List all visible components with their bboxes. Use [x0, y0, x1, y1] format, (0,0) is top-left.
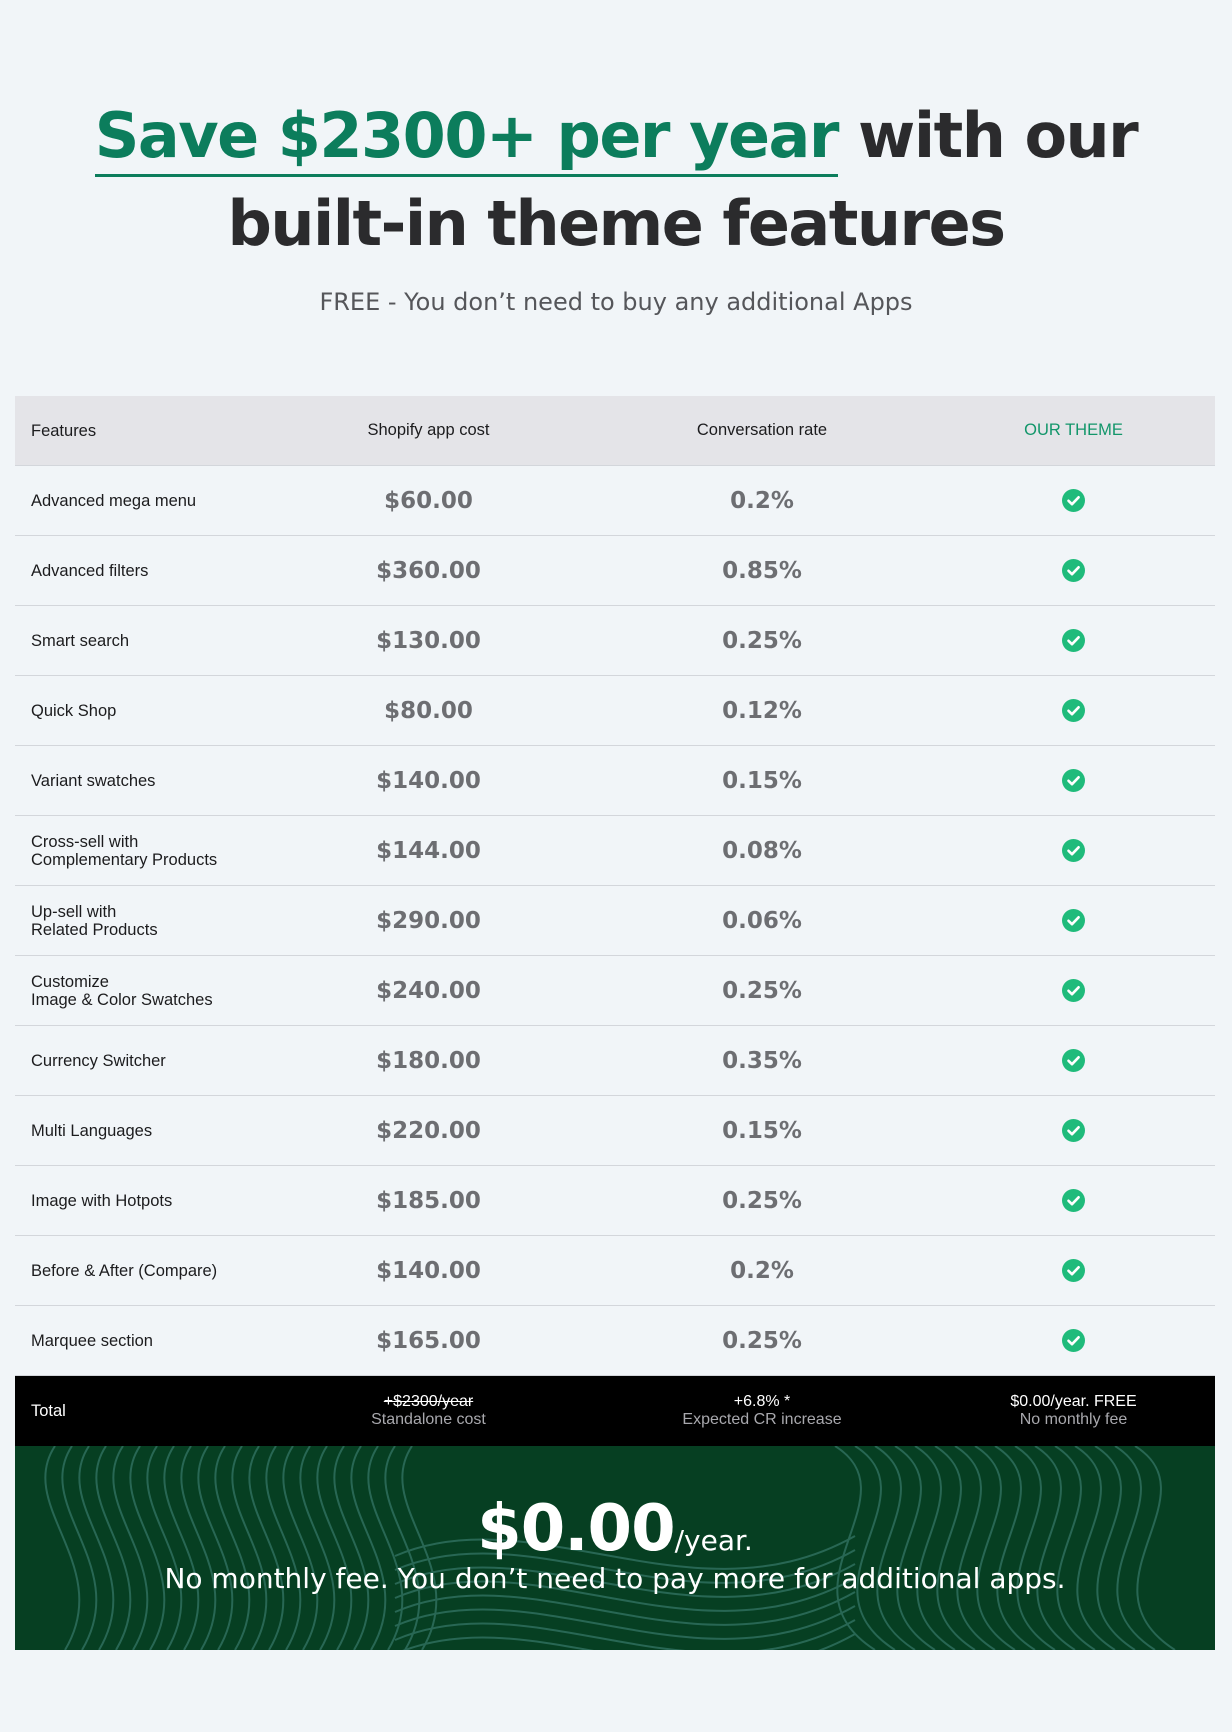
hero-section	[0, 92, 1232, 316]
conversion-rate: 0.25%	[722, 627, 802, 654]
conversion-rate: 0.35%	[722, 1047, 802, 1074]
our-theme-cell	[932, 699, 1215, 722]
banner-period: /year.	[674, 1524, 753, 1557]
feature-name: Marquee section	[31, 1331, 153, 1350]
feature-name: Cross-sell with Complementary Products	[31, 832, 218, 869]
our-theme-cell	[932, 1049, 1215, 1072]
header-our-theme-label: OUR THEME	[1024, 421, 1123, 439]
table-row	[15, 886, 1215, 956]
header-our-theme	[932, 421, 1215, 440]
table-row	[15, 676, 1215, 746]
check-circle-icon	[1062, 1189, 1085, 1212]
our-theme-cell	[932, 1189, 1215, 1212]
table-row	[15, 466, 1215, 536]
comparison-table	[15, 396, 1215, 1446]
conversion-rate: 0.2%	[730, 1257, 794, 1284]
table-total-row	[15, 1376, 1215, 1446]
total-cost	[265, 1393, 592, 1429]
app-cost: $140.00	[376, 1257, 481, 1284]
table-row	[15, 746, 1215, 816]
banner-price: $0.00	[477, 1492, 675, 1566]
conversion-rate: 0.2%	[730, 487, 794, 514]
page-title	[0, 92, 1232, 268]
conversion-rate: 0.06%	[722, 907, 802, 934]
wave-line	[395, 1620, 855, 1650]
banner-content	[15, 1446, 1215, 1595]
our-theme-cell	[932, 839, 1215, 862]
feature-name: Quick Shop	[31, 701, 117, 720]
feature-name: Advanced filters	[31, 561, 149, 580]
feature-name: Image with Hotpots	[31, 1191, 173, 1210]
app-cost: $80.00	[384, 697, 473, 724]
app-cost: $360.00	[376, 557, 481, 584]
conversion-rate: 0.25%	[722, 1327, 802, 1354]
check-circle-icon	[1062, 1119, 1085, 1142]
banner-subtitle: No monthly fee. You don’t need to pay more for additional apps.	[164, 1562, 1066, 1595]
our-theme-cell	[932, 909, 1215, 932]
app-cost: $220.00	[376, 1117, 481, 1144]
check-circle-icon	[1062, 839, 1085, 862]
our-theme-cell	[932, 1259, 1215, 1282]
feature-name: Up-sell with Related Products	[31, 902, 158, 939]
check-circle-icon	[1062, 489, 1085, 512]
check-circle-icon	[1062, 769, 1085, 792]
total-ours-caption: No monthly fee	[1019, 1411, 1128, 1428]
pricing-banner	[15, 1446, 1215, 1650]
feature-name: Variant swatches	[31, 771, 156, 790]
check-circle-icon	[1062, 1329, 1085, 1352]
wave-line	[395, 1606, 855, 1639]
table-row	[15, 536, 1215, 606]
total-cost-caption: Standalone cost	[371, 1411, 486, 1428]
our-theme-cell	[932, 979, 1215, 1002]
app-cost: $290.00	[376, 907, 481, 934]
table-body	[15, 466, 1215, 1376]
table-row	[15, 1096, 1215, 1166]
title-line-2: built-in theme features	[227, 187, 1005, 260]
total-ours-value: $0.00/year. FREE	[1010, 1393, 1137, 1410]
our-theme-cell	[932, 559, 1215, 582]
table-header-row	[15, 396, 1215, 466]
table-row	[15, 816, 1215, 886]
our-theme-cell	[932, 629, 1215, 652]
conversion-rate: 0.08%	[722, 837, 802, 864]
check-circle-icon	[1062, 909, 1085, 932]
header-cost: Shopify app cost	[367, 421, 490, 439]
feature-name: Smart search	[31, 631, 130, 650]
our-theme-cell	[932, 769, 1215, 792]
total-cr-caption: Expected CR increase	[682, 1411, 842, 1428]
title-rest: with our	[837, 99, 1138, 172]
table-row	[15, 1306, 1215, 1376]
app-cost: $165.00	[376, 1327, 481, 1354]
app-cost: $144.00	[376, 837, 481, 864]
our-theme-cell	[932, 1119, 1215, 1142]
table-row	[15, 1166, 1215, 1236]
table-row	[15, 1236, 1215, 1306]
our-theme-cell	[932, 1329, 1215, 1352]
conversion-rate: 0.15%	[722, 767, 802, 794]
app-cost: $140.00	[376, 767, 481, 794]
app-cost: $130.00	[376, 627, 481, 654]
check-circle-icon	[1062, 979, 1085, 1002]
conversion-rate: 0.15%	[722, 1117, 802, 1144]
app-cost: $240.00	[376, 977, 481, 1004]
check-circle-icon	[1062, 559, 1085, 582]
conversion-rate: 0.25%	[722, 977, 802, 1004]
app-cost: $180.00	[376, 1047, 481, 1074]
app-cost: $60.00	[384, 487, 473, 514]
check-circle-icon	[1062, 1259, 1085, 1282]
table-row	[15, 606, 1215, 676]
total-cost-value: +$2300/year	[383, 1393, 474, 1410]
conversion-rate: 0.85%	[722, 557, 802, 584]
header-features: Features	[31, 421, 97, 440]
total-label: Total	[31, 1402, 66, 1420]
title-accent: Save $2300+ per year	[95, 99, 838, 177]
app-cost: $185.00	[376, 1187, 481, 1214]
feature-name: Customize Image & Color Swatches	[31, 972, 213, 1009]
table-row	[15, 956, 1215, 1026]
total-ours	[932, 1393, 1215, 1429]
conversion-rate: 0.25%	[722, 1187, 802, 1214]
total-cr	[592, 1393, 932, 1429]
conversion-rate: 0.12%	[722, 697, 802, 724]
feature-name: Multi Languages	[31, 1121, 153, 1140]
feature-name: Advanced mega menu	[31, 491, 197, 510]
table-row	[15, 1026, 1215, 1096]
page-subtitle: FREE - You don’t need to buy any additional Apps	[319, 288, 913, 316]
check-circle-icon	[1062, 1049, 1085, 1072]
check-circle-icon	[1062, 699, 1085, 722]
feature-name: Before & After (Compare)	[31, 1261, 218, 1280]
total-cr-value: +6.8% *	[733, 1393, 791, 1410]
header-conversion-rate: Conversation rate	[696, 421, 828, 439]
feature-name: Currency Switcher	[31, 1051, 166, 1070]
our-theme-cell	[932, 489, 1215, 512]
wave-line	[395, 1592, 855, 1625]
check-circle-icon	[1062, 629, 1085, 652]
